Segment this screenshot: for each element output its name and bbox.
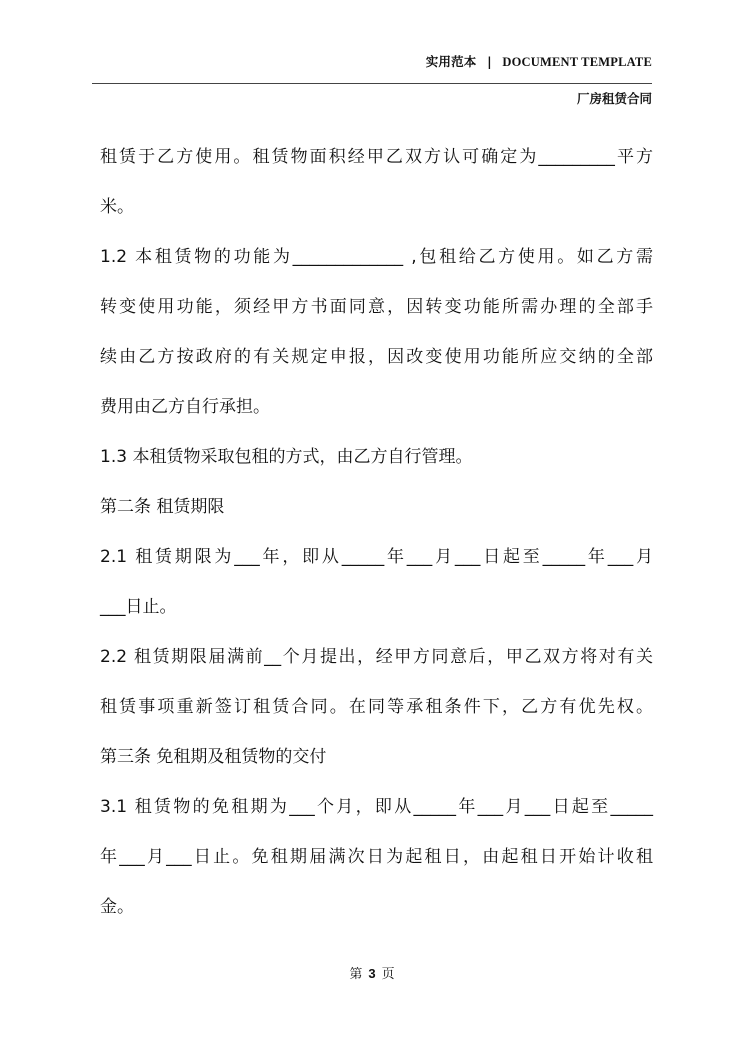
header-divider (92, 83, 652, 84)
page-suffix: 页 (381, 967, 395, 982)
body-line: 2.1 租赁期限为___年，即从_____年___月___日起至_____年___月 (100, 547, 653, 567)
page-prefix: 第 (349, 967, 363, 982)
body-line: 转变使用功能，须经甲方书面同意，因转变功能所需办理的全部手 (100, 297, 653, 317)
header-template: DOCUMENT TEMPLATE (502, 55, 652, 69)
body-line: 续由乙方按政府的有关规定申报，因改变使用功能所应交纳的全部 (100, 347, 653, 367)
body-line: 1.2 本租赁物的功能为_____________ ,包租给乙方使用。如乙方需 (100, 247, 653, 267)
section-heading: 第三条 免租期及租赁物的交付 (100, 747, 327, 767)
body-line: 租赁于乙方使用。租赁物面积经甲乙双方认可确定为_________平方 (100, 147, 653, 167)
body-line: 金。 (100, 897, 134, 917)
body-line: 3.1 租赁物的免租期为___个月，即从_____年___月___日起至_____ (100, 797, 653, 817)
page-number: 3 (368, 966, 376, 981)
section-heading: 第二条 租赁期限 (100, 497, 225, 517)
document-title: 厂房租赁合同 (576, 91, 652, 106)
body-line: 2.2 租赁期限届满前__个月提出，经甲方同意后，甲乙双方将对有关 (100, 647, 653, 667)
body-line: 1.3 本租赁物采取包租的方式，由乙方自行管理。 (100, 447, 473, 467)
body-line: 费用由乙方自行承担。 (100, 397, 270, 417)
document-body (100, 132, 653, 932)
header-brand: 实用范本 (425, 54, 477, 69)
header-label (426, 52, 652, 70)
page-footer (0, 963, 744, 982)
header-separator: | (487, 54, 492, 69)
body-line: ___日止。 (100, 597, 177, 617)
body-line: 年___月___日止。免租期届满次日为起租日，由起租日开始计收租 (100, 847, 653, 867)
body-line: 租赁事项重新签订租赁合同。在同等承租条件下，乙方有优先权。 (100, 697, 653, 717)
body-line: 米。 (100, 197, 134, 217)
